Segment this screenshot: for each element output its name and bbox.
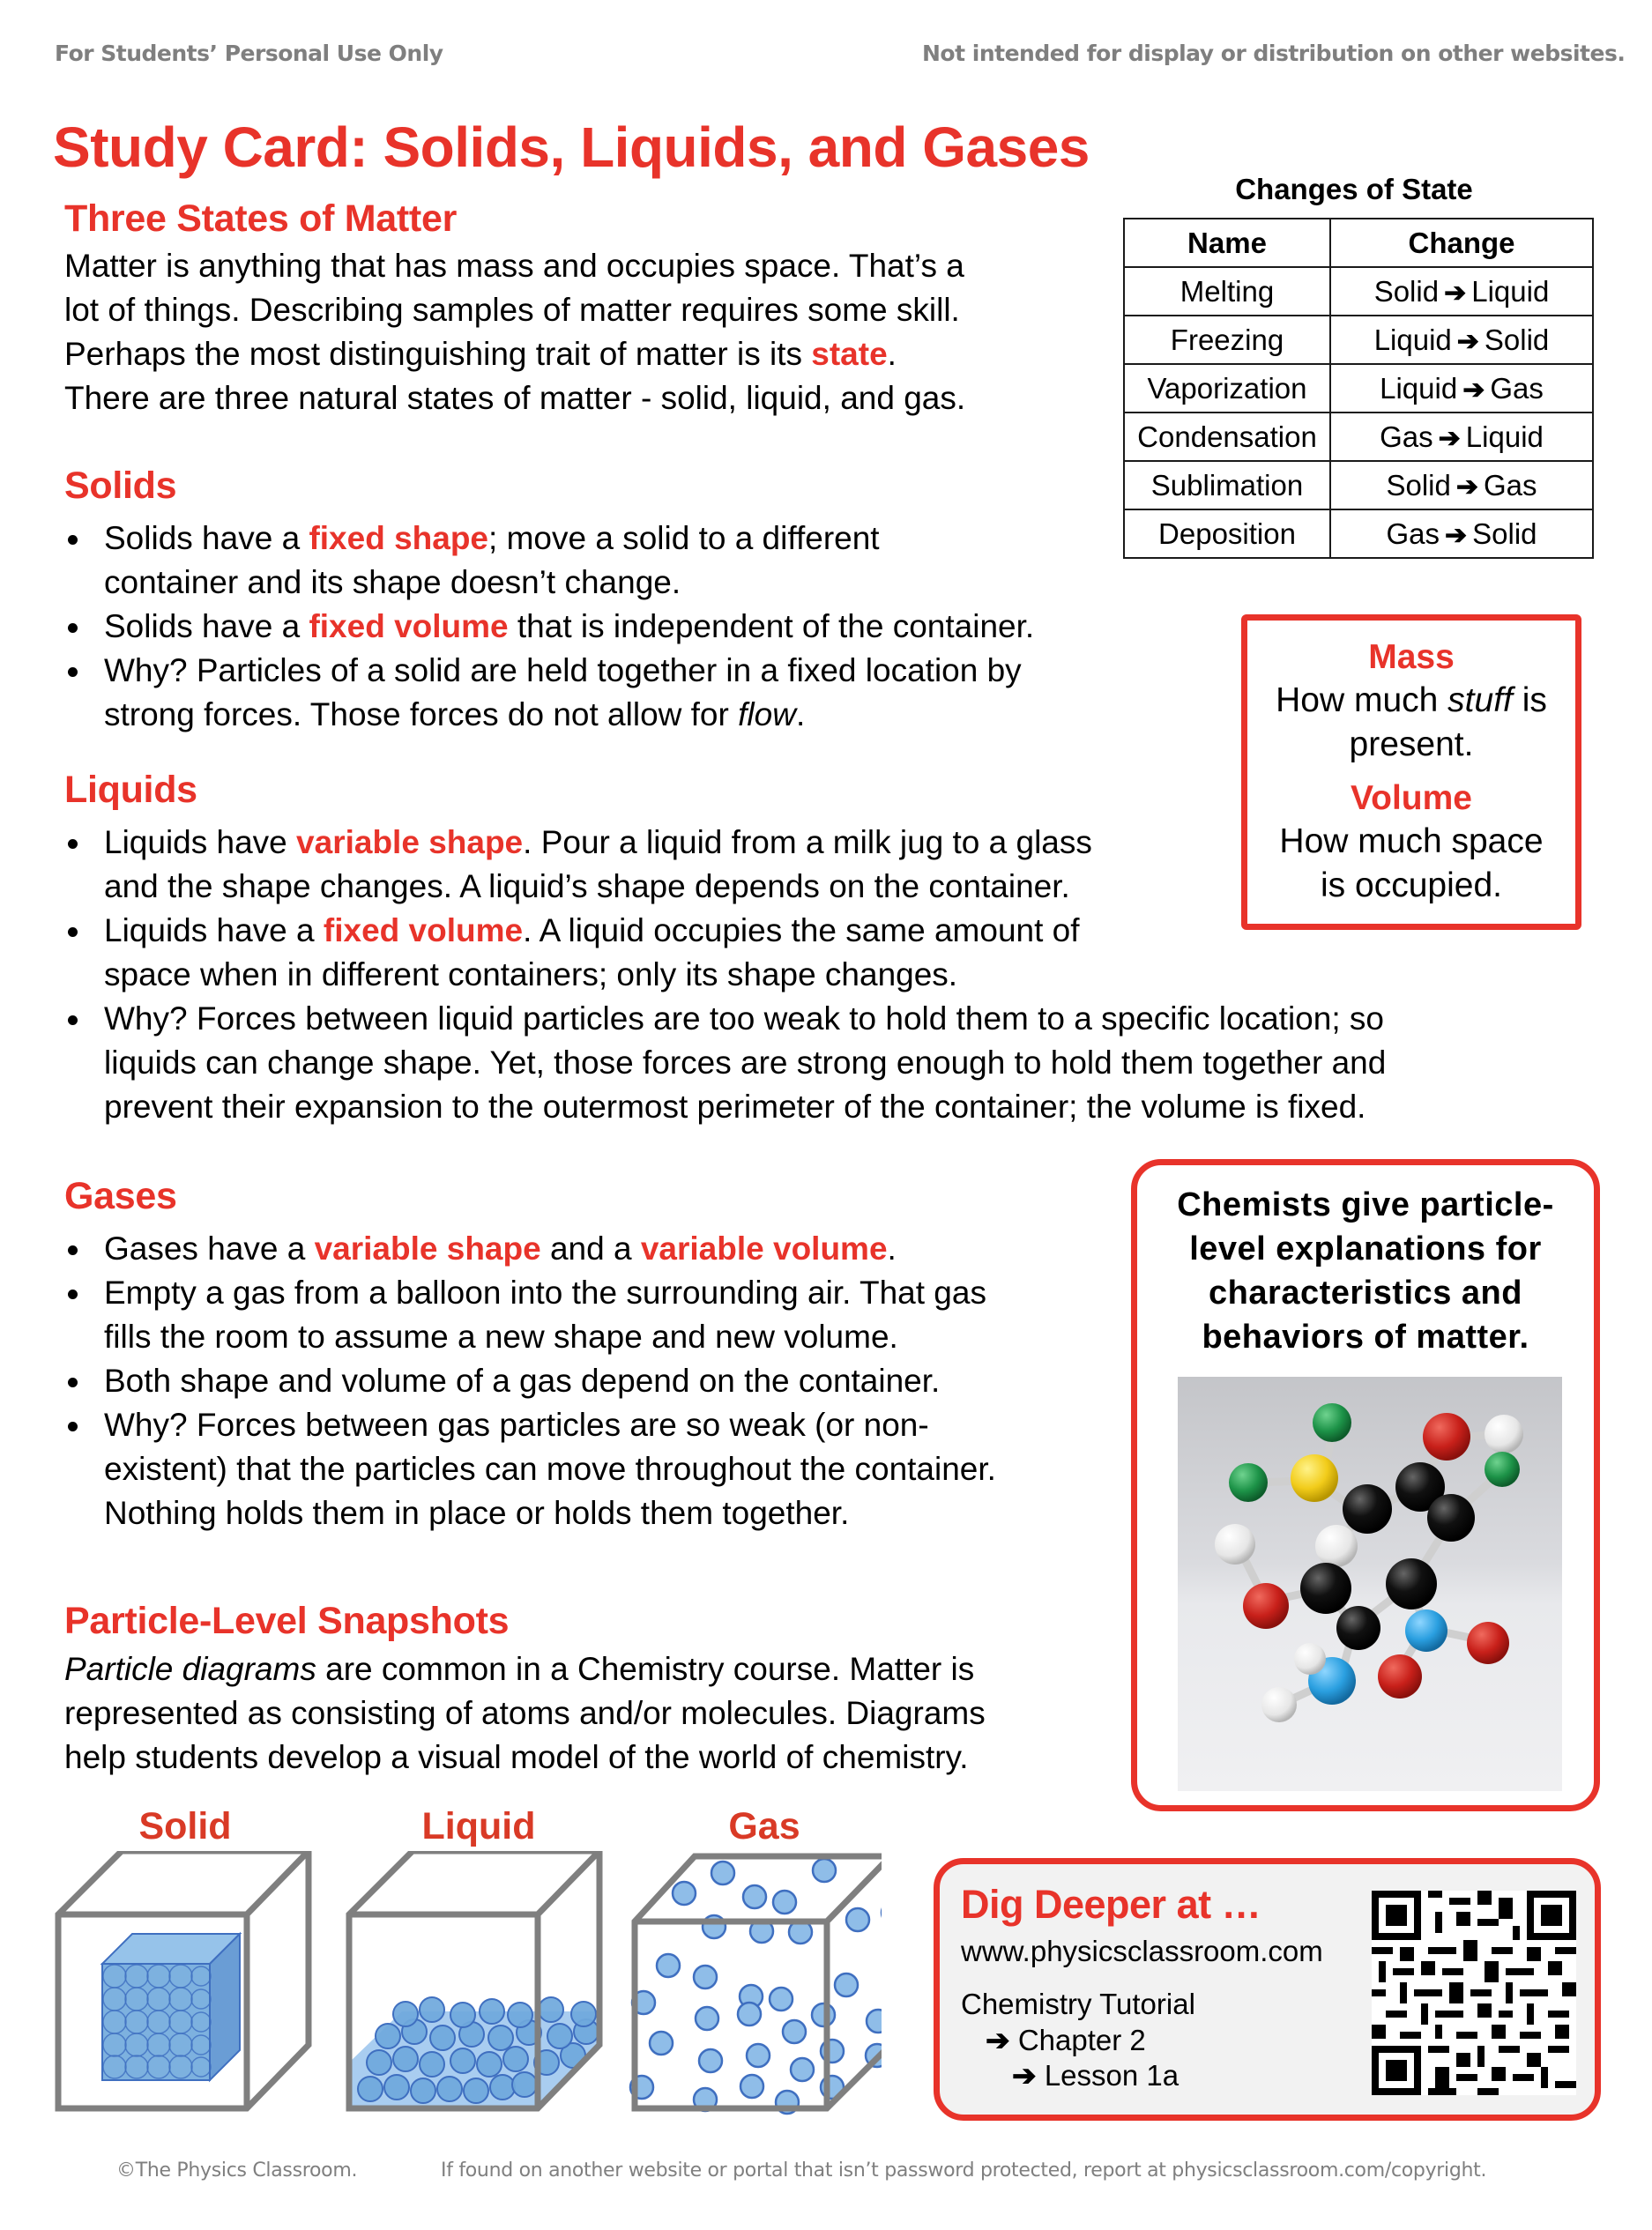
liquids-bullets (64, 821, 1386, 1129)
liquid-container-icon (349, 1851, 599, 2108)
bullet-item: Why? Forces between liquid particles are too weak to hold them to a specific location; so liquids can change shape. Yet, those forces are strong enough to hold them together and prevent their expansion to the outermost perimeter of the container; the volume is fixed. (64, 997, 1386, 1129)
bullet-item: Why? Particles of a solid are held together in a fixed location by strong forces. Those forces do not allow for flow. (64, 649, 1034, 737)
gas-container-icon (630, 1856, 882, 2114)
arrow-right-icon: ➔ (1445, 520, 1468, 550)
arrow-right-icon: ➔ (1455, 472, 1478, 502)
column-header-change: Change (1330, 219, 1593, 267)
copyright-report-text: If found on another website or portal that isn’t password protected, report at physicsclassroom.com/copyright. (441, 2159, 1487, 2182)
table-header-row (1124, 219, 1593, 267)
molecule-model-image (1178, 1377, 1562, 1791)
arrow-right-icon: ➔ (1444, 278, 1467, 308)
solids-heading: Solids (64, 465, 177, 507)
chemists-caption: Chemists give particle- level explanations for characteristics and behaviors of matter. (1177, 1186, 1554, 1356)
table-row: Freezing Liquid ➔ Solid (1124, 316, 1593, 364)
paragraph-line: There are three natural states of matter - solid, liquid, and gas. (64, 380, 966, 416)
table-row: Deposition Gas ➔ Solid (1124, 509, 1593, 558)
solids-bullets (64, 517, 1034, 737)
changes-of-state-table (1123, 218, 1594, 559)
table-row: Vaporization Liquid ➔ Gas (1124, 364, 1593, 413)
volume-label: Volume (1351, 779, 1472, 817)
snapshots-paragraph: Particle diagrams are common in a Chemistry course. Matter is represented as consisting of atoms and/or molecules. Diagrams help students develop a visual model of the world of chemistry. (64, 1651, 986, 1775)
chapter-link[interactable]: ➔ Chapter 2 (986, 2024, 1146, 2056)
paragraph-line: lot of things. Describing samples of matter requires some skill. (64, 292, 960, 328)
bullet-item: Liquids have variable shape. Pour a liquid from a milk jug to a glass and the shape changes. A liquid’s shape depends on the container. (64, 821, 1386, 909)
gas-label: Gas (728, 1805, 800, 1847)
dig-deeper-box (934, 1858, 1601, 2121)
bullet-item: Solids have a fixed shape; move a solid to a different container and its shape doesn’t change. (64, 517, 1034, 605)
paragraph-line: Perhaps the most distinguishing trait of matter is its state. (64, 336, 897, 372)
bullet-item: Liquids have a fixed volume. A liquid occupies the same amount of space when in different containers; only its shape changes. (64, 909, 1386, 997)
page-title: Study Card: Solids, Liquids, and Gases (53, 115, 1090, 179)
changes-table-title: Changes of State (1235, 173, 1473, 205)
bullet-item: Empty a gas from a balloon into the surrounding air. That gas fills the room to assume a new shape and new volume. (64, 1271, 996, 1359)
mass-definition: How much stuff is present. (1276, 681, 1547, 763)
arrow-right-icon: ➔ (1012, 2059, 1037, 2092)
column-header-name: Name (1124, 219, 1330, 267)
bullet-item: Gases have a variable shape and a variable volume. (64, 1227, 996, 1271)
liquid-label: Liquid (421, 1805, 536, 1847)
qr-code-icon[interactable] (1372, 1891, 1576, 2095)
arrow-right-icon: ➔ (986, 2024, 1010, 2056)
tutorial-link[interactable]: Chemistry Tutorial (961, 1988, 1195, 2020)
arrow-right-icon: ➔ (1462, 375, 1485, 405)
table-row: Sublimation Solid ➔ Gas (1124, 461, 1593, 509)
arrow-right-icon: ➔ (1456, 326, 1479, 356)
volume-definition: How much space is occupied. (1279, 822, 1544, 904)
solid-container-icon (58, 1851, 309, 2108)
paragraph-line: Matter is anything that has mass and occupies space. That’s a (64, 248, 964, 284)
bullet-item: Solids have a fixed volume that is independent of the container. (64, 605, 1034, 649)
gases-heading: Gases (64, 1175, 177, 1217)
liquids-heading: Liquids (64, 769, 197, 811)
distribution-notice: Not intended for display or distribution on other websites. (922, 41, 1626, 66)
gases-bullets (64, 1227, 996, 1535)
mass-volume-box (1241, 614, 1581, 930)
particle-diagrams-illustration (0, 1851, 882, 2142)
snapshots-heading: Particle-Level Snapshots (64, 1600, 510, 1642)
solid-label: Solid (138, 1805, 232, 1847)
molecule-icon (1178, 1377, 1562, 1791)
chemists-callout-box (1131, 1159, 1600, 1811)
dig-deeper-heading: Dig Deeper at … (961, 1882, 1261, 1927)
website-link[interactable]: www.physicsclassroom.com (961, 1935, 1323, 1967)
table-row: Condensation Gas ➔ Liquid (1124, 413, 1593, 461)
personal-use-notice: For Students’ Personal Use Only (55, 41, 443, 66)
highlight-state: state (811, 336, 888, 372)
three-states-paragraph (64, 244, 965, 420)
lesson-link[interactable]: ➔ Lesson 1a (1012, 2059, 1179, 2092)
bullet-item: Why? Forces between gas particles are so weak (or non- existent) that the particles can move throughout the container. Nothing holds them in place or holds them together. (64, 1403, 996, 1535)
arrow-right-icon: ➔ (1438, 423, 1461, 453)
mass-label: Mass (1368, 638, 1455, 676)
table-row: Melting Solid ➔ Liquid (1124, 267, 1593, 316)
bullet-item: Both shape and volume of a gas depend on the container. (64, 1359, 996, 1403)
three-states-heading: Three States of Matter (64, 197, 458, 240)
copyright-text: ©The Physics Classroom. (116, 2159, 358, 2182)
